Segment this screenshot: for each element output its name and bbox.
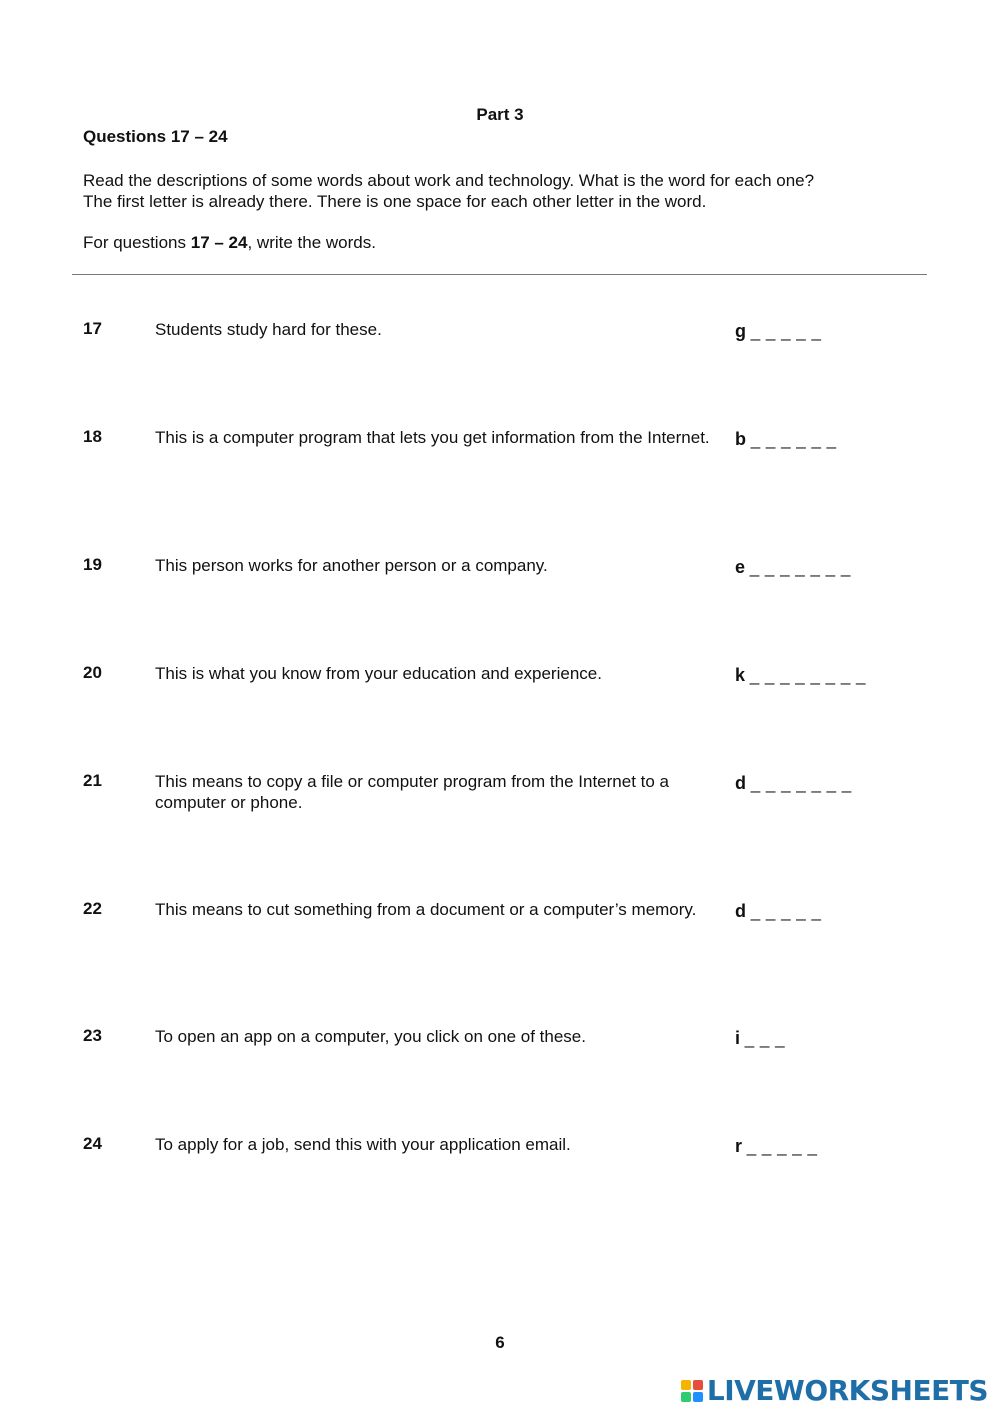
question-text: Students study hard for these. <box>155 320 382 339</box>
instruction-prefix: For questions <box>83 233 191 252</box>
answer-blanks[interactable]: _ _ _ _ _ _ _ _ <box>749 666 866 685</box>
answer-field[interactable] <box>735 429 837 450</box>
question-text: This is a computer program that lets you get information from the Internet. <box>155 428 710 447</box>
answer-first-letter: r <box>735 1136 743 1156</box>
part-title: Part 3 <box>476 105 524 124</box>
answer-first-letter: d <box>735 773 746 793</box>
page-number: 6 <box>495 1333 505 1352</box>
question-text: To apply for a job, send this with your application email. <box>155 1135 571 1154</box>
question-number: 17 <box>83 319 102 338</box>
logo-tile <box>693 1380 703 1390</box>
question-number: 23 <box>83 1026 102 1045</box>
question-number: 20 <box>83 663 102 682</box>
instruction-line-2: The first letter is already there. There is one space for each other letter in the word. <box>83 192 707 211</box>
liveworksheets-brand[interactable] <box>681 1374 988 1407</box>
question-text: To open an app on a computer, you click on one of these. <box>155 1027 586 1046</box>
question-text: This means to cut something from a document or a computer’s memory. <box>155 900 697 919</box>
instructions <box>83 170 933 212</box>
answer-first-letter: d <box>735 901 746 921</box>
logo-tile <box>681 1392 691 1402</box>
question-number: 24 <box>83 1134 102 1153</box>
instruction-line-1: Read the descriptions of some words about work and technology. What is the word for each one? <box>83 171 815 190</box>
question-text: This means to copy a file or computer program from the Internet to a computer or phone. <box>155 772 670 812</box>
instruction-suffix: , write the words. <box>247 233 376 252</box>
question-row <box>0 663 1000 723</box>
question-number: 21 <box>83 771 102 790</box>
instruction-write-words <box>83 233 376 253</box>
answer-blanks[interactable]: _ _ _ _ _ _ <box>750 430 837 449</box>
answer-blanks[interactable]: _ _ _ <box>744 1029 786 1048</box>
question-number: 19 <box>83 555 102 574</box>
question-text: This person works for another person or a company. <box>155 556 548 575</box>
answer-blanks[interactable]: _ _ _ _ _ <box>750 902 822 921</box>
answer-first-letter: b <box>735 429 746 449</box>
question-row <box>0 427 1000 487</box>
question-row <box>0 319 1000 379</box>
question-number: 22 <box>83 899 102 918</box>
question-row <box>0 771 1000 831</box>
answer-field[interactable] <box>735 1028 785 1049</box>
answer-blanks[interactable]: _ _ _ _ _ _ _ <box>749 558 851 577</box>
brand-name: LIVEWORKSHEETS <box>706 1374 988 1407</box>
question-row <box>0 555 1000 615</box>
logo-tile <box>693 1392 703 1402</box>
answer-first-letter: i <box>735 1028 741 1048</box>
divider-line <box>72 274 927 275</box>
logo-tile <box>681 1380 691 1390</box>
answer-first-letter: g <box>735 321 746 341</box>
answer-first-letter: e <box>735 557 746 577</box>
answer-field[interactable] <box>735 665 866 686</box>
answer-first-letter: k <box>735 665 746 685</box>
question-text: This is what you know from your education and experience. <box>155 664 602 683</box>
answer-blanks[interactable]: _ _ _ _ _ <box>746 1137 818 1156</box>
answer-blanks[interactable]: _ _ _ _ _ _ _ <box>750 774 852 793</box>
liveworksheets-logo-icon <box>681 1380 703 1402</box>
question-row <box>0 1026 1000 1086</box>
question-row <box>0 899 1000 959</box>
answer-field[interactable] <box>735 773 852 794</box>
answer-field[interactable] <box>735 1136 817 1157</box>
question-range-heading: Questions 17 – 24 <box>83 127 228 146</box>
answer-field[interactable] <box>735 557 851 578</box>
answer-field[interactable] <box>735 321 821 342</box>
question-number: 18 <box>83 427 102 446</box>
instruction-bold-range: 17 – 24 <box>190 233 248 252</box>
answer-field[interactable] <box>735 901 821 922</box>
question-row <box>0 1134 1000 1194</box>
answer-blanks[interactable]: _ _ _ _ _ <box>750 322 822 341</box>
